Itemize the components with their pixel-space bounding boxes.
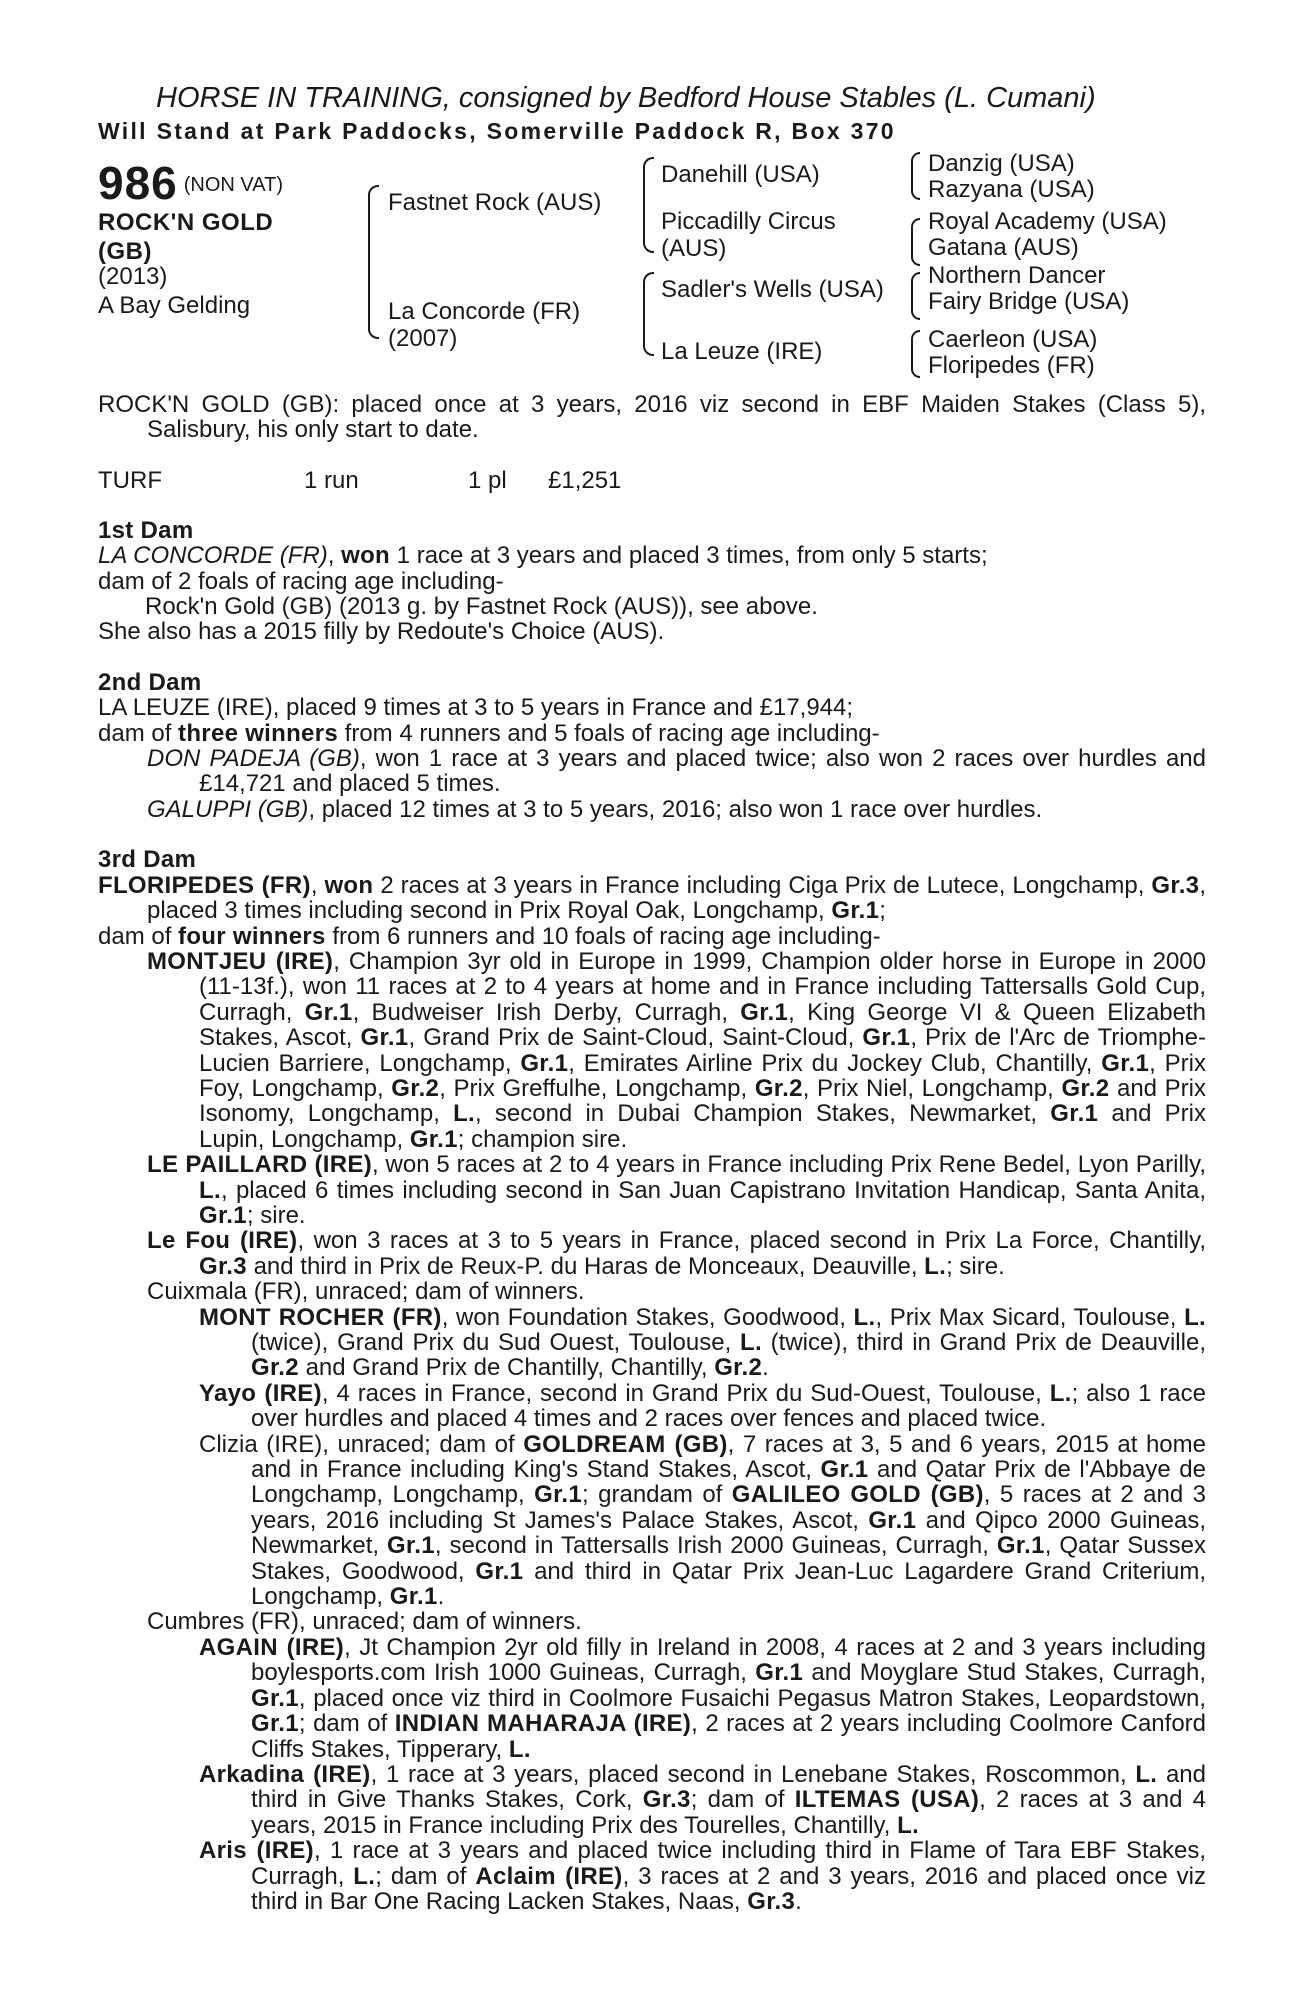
progeny-galuppi <box>98 797 1206 822</box>
second-dam-line: LA LEUZE (IRE), placed 9 times at 3 to 5 years in France and £17,944; <box>98 694 854 722</box>
pedigree-sire-dam-line2: (AUS) <box>661 235 727 262</box>
progeny-name: Aclaim (IRE) <box>475 1862 623 1890</box>
progeny-le-paillard <box>98 1152 1206 1228</box>
record-earnings: £1,251 <box>548 466 622 494</box>
first-dam-also: She also has a 2015 filly by Redoute's Choice (AUS). <box>98 618 665 646</box>
grade: L. <box>199 1176 221 1204</box>
progeny-name: Arkadina (IRE) <box>199 1760 371 1788</box>
text-fragment: dam of <box>98 922 179 950</box>
progeny-text: (twice), third in Grand Prix de Deauville, <box>761 1329 1206 1356</box>
progeny-text: , Jt Champion 2yr old filly in Ireland in 2008, 4 races at 2 and 3 years including boylesports.com Irish 1000 Guineas, Curragh, <box>251 1633 1206 1687</box>
progeny-name: Yayo (IRE) <box>199 1379 322 1407</box>
pedigree-dam-year: (2007) <box>388 325 458 352</box>
progeny-clizia <box>98 1432 1206 1610</box>
progeny-text: , 2 races at 2 years including Coolmore Canford Cliffs Stakes, Tipperary, <box>251 1710 1207 1763</box>
progeny-text: ; dam of <box>690 1786 795 1814</box>
progeny-text: ; grandam of <box>582 1481 732 1509</box>
pedigree-sire-sire: Danehill (USA) <box>661 161 820 188</box>
grade: L. <box>740 1329 762 1356</box>
race-record <box>98 468 1206 493</box>
pedigree-brace-gen1 <box>368 185 379 339</box>
grade: Gr.2 <box>1061 1074 1110 1102</box>
pedigree-dam-sire: Sadler's Wells (USA) <box>661 276 884 303</box>
progeny-text: ; dam of <box>298 1710 395 1738</box>
progeny-montjeu <box>98 949 1206 1152</box>
pedigree-sire-dam <box>661 208 836 262</box>
grade: Gr.3 <box>199 1252 247 1280</box>
third-dam-line: FLORIPEDES (FR), won 2 races at 3 years in France including Ciga Prix de Lutece, Longchamp, Gr.3, placed 3 times including second in Prix Royal Oak, Longchamp, Gr.1; <box>98 871 1206 925</box>
pedigree-brace-g1 <box>911 152 920 200</box>
grade: L. <box>453 1100 476 1128</box>
horse-details <box>98 262 250 320</box>
winners-count: four winners <box>178 922 326 950</box>
first-dam-heading: 1st Dam <box>98 516 194 544</box>
progeny-text: and Grand Prix de Chantilly, Chantilly, <box>298 1354 715 1382</box>
grade: Gr.1 <box>520 1049 569 1077</box>
progeny-again <box>98 1635 1206 1762</box>
grade: L. <box>508 1735 531 1763</box>
third-dam-foals <box>98 924 1206 949</box>
progeny-text: , won 1 race at 3 years and placed twice; also won 2 races over hurdles and £14,721 and placed 5 times. <box>199 745 1206 798</box>
grade: Gr.3 <box>1151 871 1200 899</box>
progeny-text: and Qatar Prix de l'Abbaye de Longchamp, Longchamp, <box>251 1456 1206 1509</box>
record-runs: 1 run <box>304 466 359 494</box>
progeny-text: , won Foundation Stakes, Goodwood, <box>441 1303 854 1331</box>
progeny-text: , placed 6 times including second in San Juan Capistrano Invitation Handicap, Santa Anita, <box>220 1176 1206 1204</box>
pedigree-g1: Danzig (USA) <box>928 150 1075 177</box>
progeny-don-padeja <box>98 746 1206 797</box>
progeny-text: and third in Give Thanks Stakes, Cork, <box>251 1760 1206 1814</box>
text-fragment: ; <box>879 897 886 925</box>
progeny-text: , King George VI & Queen Elizabeth Stakes, Ascot, <box>199 998 1207 1052</box>
progeny-text: ; sire. <box>946 1252 1005 1280</box>
progeny-text: , 4 races in France, second in Grand Prix du Sud-Ouest, Toulouse, <box>321 1379 1050 1407</box>
progeny-text: and Moyglare Stud Stakes, Curragh, <box>803 1659 1207 1687</box>
first-dam-progeny: Rock'n Gold (GB) (2013 g. by Fastnet Rock (AUS)), see above. <box>145 593 818 621</box>
first-dam-line: LA CONCORDE (FR), won 1 race at 3 years and placed 3 times, from only 5 starts; <box>98 542 988 570</box>
grade: Gr.1 <box>251 1684 299 1712</box>
horse-name <box>98 208 273 266</box>
pedigree-brace-g4 <box>911 330 920 378</box>
grade: L. <box>1184 1303 1206 1331</box>
progeny-text: , second in Tattersalls Irish 2000 Guineas, Curragh, <box>434 1532 997 1560</box>
text-fragment: , placed 3 times including second in Prix Royal Oak, Longchamp, <box>147 871 1206 925</box>
progeny-name: GALILEO GOLD (GB) <box>731 1481 984 1509</box>
first-dam-name: LA CONCORDE (FR) <box>98 542 328 570</box>
lot-body <box>98 392 1206 1914</box>
progeny-text: ; champion sire. <box>457 1125 628 1153</box>
progeny-text: and Prix Lupin, Longchamp, <box>199 1100 1206 1153</box>
grade: Gr.1 <box>1101 1049 1150 1077</box>
grade: L. <box>924 1252 947 1280</box>
progeny-text: and third in Prix de Reux-P. du Haras de Monceaux, Deauville, <box>246 1252 925 1280</box>
progeny-text: , second in Dubai Champion Stakes, Newmarket, <box>475 1100 1051 1128</box>
horse-description: A Bay Gelding <box>98 292 251 319</box>
grade: L. <box>853 1303 876 1331</box>
performance-summary: ROCK'N GOLD (GB): placed once at 3 years, 2016 viz second in EBF Maiden Stakes (Class 5), Salisbury, his only start to date. <box>98 391 1206 444</box>
pedigree-sire: Fastnet Rock (AUS) <box>388 189 602 216</box>
progeny-yayo <box>98 1381 1206 1432</box>
progeny-text: and Qipco 2000 Guineas, Newmarket, <box>251 1506 1206 1560</box>
text-fragment: from 4 runners and 5 foals of racing age including- <box>338 719 880 747</box>
grade: Gr.1 <box>820 1456 869 1484</box>
progeny-name: DON PADEJA (GB) <box>147 745 360 773</box>
grade: Gr.1 <box>755 1659 804 1687</box>
grade: Gr.1 <box>475 1557 524 1585</box>
grade: Gr.1 <box>1050 1100 1099 1128</box>
record-placed: 1 pl <box>468 466 507 494</box>
lot-number <box>98 156 283 210</box>
grade: Gr.1 <box>409 1125 458 1153</box>
pedigree-g3: Royal Academy (USA) <box>928 208 1167 235</box>
second-dam-foals <box>98 721 1206 746</box>
progeny-name: Aris (IRE) <box>199 1837 314 1865</box>
progeny-name: MONT ROCHER (FR) <box>199 1303 442 1331</box>
grade: Gr.1 <box>534 1481 583 1509</box>
text-fragment: dam of <box>98 719 179 747</box>
progeny-text: , placed 12 times at 3 to 5 years, 2016; also won 1 race over hurdles. <box>308 795 1043 823</box>
grade: Gr.2 <box>251 1354 299 1382</box>
horse-name-line1: ROCK'N GOLD <box>98 209 274 236</box>
progeny-text: , Budweiser Irish Derby, Curragh, <box>352 998 741 1026</box>
pedigree-brace-dam <box>643 272 654 356</box>
pedigree-g5: Northern Dancer <box>928 262 1106 289</box>
grade: Gr.1 <box>304 998 353 1026</box>
progeny-cumbres: Cumbres (FR), unraced; dam of winners. <box>147 1608 582 1636</box>
third-dam-heading: 3rd Dam <box>98 846 197 874</box>
progeny-text: , 5 races at 2 and 3 years, 2016 including St James's Palace Stakes, Ascot, <box>251 1481 1206 1534</box>
progeny-text: , 1 race at 3 years, placed second in Lenebane Stakes, Roscommon, <box>370 1760 1136 1788</box>
progeny-text: , 1 race at 3 years and placed twice including third in Flame of Tara EBF Stakes, Curragh, <box>251 1837 1206 1890</box>
pedigree-dam-name: La Concorde (FR) <box>388 298 581 325</box>
progeny-text: , won 5 races at 2 to 4 years in France including Prix Rene Bedel, Lyon Parilly, <box>372 1151 1207 1179</box>
grade: Gr.1 <box>868 1506 917 1534</box>
first-dam-text: 1 race at 3 years and placed 3 times, from only 5 starts; <box>390 542 988 570</box>
pedigree-g4: Gatana (AUS) <box>928 234 1079 261</box>
progeny-text: and third in Qatar Prix Jean-Luc Lagardere Grand Criterium, Longchamp, <box>251 1557 1206 1611</box>
progeny-text: . <box>762 1354 769 1382</box>
first-dam-won: won <box>341 542 391 570</box>
grade: Gr.1 <box>389 1583 438 1611</box>
progeny-text: ; dam of <box>375 1862 476 1890</box>
progeny-name: GALUPPI (GB) <box>147 795 309 823</box>
progeny-mont-rocher <box>98 1305 1206 1381</box>
third-dam-won: won <box>324 871 374 899</box>
pedigree-dam-dam: La Leuze (IRE) <box>661 338 823 365</box>
progeny-text: (twice), Grand Prix du Sud Ouest, Toulouse, <box>251 1329 740 1356</box>
grade: Gr.2 <box>754 1074 803 1102</box>
pedigree-sire-dam-line1: Piccadilly Circus <box>661 208 836 235</box>
grade: Gr.2 <box>391 1074 440 1102</box>
progeny-text: , Prix Niel, Longchamp, <box>802 1074 1062 1102</box>
progeny-le-fou <box>98 1228 1206 1279</box>
grade: Gr.1 <box>862 1024 911 1052</box>
progeny-text: , won 3 races at 3 to 5 years in France, placed second in Prix La Force, Chantilly, <box>297 1227 1207 1255</box>
progeny-name: LE PAILLARD (IRE) <box>147 1151 373 1179</box>
record-surface: TURF <box>98 466 162 494</box>
progeny-name: Le Fou (IRE) <box>147 1227 298 1255</box>
progeny-text: ; sire. <box>246 1201 306 1229</box>
progeny-text: , Emirates Airline Prix du Jockey Club, Chantilly, <box>568 1049 1102 1077</box>
grade: L. <box>353 1862 376 1890</box>
grade: Gr.1 <box>996 1532 1045 1560</box>
pedigree-g8: Floripedes (FR) <box>928 352 1095 379</box>
progeny-text: Clizia (IRE), unraced; dam of <box>199 1430 524 1458</box>
progeny-text: , Prix Foy, Longchamp, <box>199 1049 1206 1102</box>
horse-name-line2: (GB) <box>98 238 152 265</box>
grade: Gr.1 <box>740 998 789 1026</box>
progeny-name: GOLDREAM (GB) <box>523 1430 728 1458</box>
progeny-text: ; also 1 race over hurdles and placed 4 times and 2 races over fences and placed twice. <box>251 1379 1207 1433</box>
grade: Gr.1 <box>199 1201 247 1229</box>
grade: Gr.3 <box>642 1786 691 1814</box>
progeny-name: AGAIN (IRE) <box>199 1633 345 1661</box>
progeny-name: ILTEMAS (USA) <box>794 1786 980 1814</box>
foaling-year: (2013) <box>98 263 168 290</box>
pedigree-dam <box>388 298 580 352</box>
progeny-cuixmala: Cuixmala (FR), unraced; dam of winners. <box>147 1278 585 1306</box>
text-fragment: 2 races at 3 years in France including Ciga Prix de Lutece, Longchamp, <box>373 871 1152 899</box>
consignment-header: HORSE IN TRAINING, consigned by Bedford House Stables (L. Cumani) <box>156 82 1096 114</box>
progeny-aris <box>98 1838 1206 1914</box>
pedigree-brace-g2 <box>911 218 920 266</box>
grade: Gr.1 <box>831 897 880 925</box>
grade: Gr.1 <box>360 1024 409 1052</box>
second-dam-heading: 2nd Dam <box>98 668 202 696</box>
progeny-text: , Champion 3yr old in Europe in 1999, Champion older horse in Europe in 2000 (11-13f.), won 11 races at 2 to 4 years at home and in France including Tattersalls Gold Cup, Curragh, <box>199 947 1207 1026</box>
progeny-text: , placed once viz third in Coolmore Fusaichi Pegasus Matron Stakes, Leopardstown, <box>298 1684 1206 1712</box>
winners-count: three winners <box>178 719 338 747</box>
grade: L. <box>1135 1760 1158 1788</box>
first-dam-foals: dam of 2 foals of racing age including- <box>98 567 504 595</box>
grade: Gr.1 <box>251 1710 299 1738</box>
progeny-text: and Prix Isonomy, Longchamp, <box>199 1074 1207 1128</box>
progeny-name: MONTJEU (IRE) <box>147 947 334 975</box>
progeny-text: , Prix de l'Arc de Triomphe-Lucien Barriere, Longchamp, <box>199 1024 1206 1077</box>
progeny-text: , Qatar Sussex Stakes, Goodwood, <box>251 1532 1206 1585</box>
pedigree-brace-sire <box>643 157 654 253</box>
pedigree-brace-g3 <box>911 272 920 320</box>
text-fragment: from 6 runners and 10 foals of racing age including- <box>325 922 881 950</box>
progeny-name: INDIAN MAHARAJA (IRE) <box>394 1710 692 1738</box>
progeny-text: , 3 races at 2 and 3 years, 2016 and placed once viz third in Bar One Racing Lacken Stakes, Naas, <box>251 1862 1206 1915</box>
progeny-arkadina <box>98 1762 1206 1838</box>
pedigree-g2: Razyana (USA) <box>928 176 1095 203</box>
progeny-text: . <box>795 1887 802 1915</box>
grade: Gr.1 <box>386 1532 435 1560</box>
third-dam-name: FLORIPEDES (FR) <box>98 871 311 899</box>
progeny-text: , Grand Prix de Saint-Cloud, Saint-Cloud, <box>408 1024 863 1052</box>
location-header: Will Stand at Park Paddocks, Somerville Paddock R, Box 370 <box>98 118 896 144</box>
progeny-text: , Prix Max Sicard, Toulouse, <box>875 1303 1185 1331</box>
progeny-text: , Prix Greffulhe, Longchamp, <box>439 1074 755 1102</box>
progeny-text: , 2 races at 3 and 4 years, 2015 in France including Prix des Tourelles, Chantilly, <box>251 1786 1206 1839</box>
grade: L. <box>897 1811 920 1839</box>
grade: Gr.2 <box>714 1354 763 1382</box>
vat-status: (NON VAT) <box>183 174 283 196</box>
pedigree-g6: Fairy Bridge (USA) <box>928 288 1130 315</box>
grade: Gr.3 <box>747 1887 796 1915</box>
pedigree-g7: Caerleon (USA) <box>928 326 1098 353</box>
lot-number-value: 986 <box>98 157 178 209</box>
grade: L. <box>1049 1379 1072 1407</box>
progeny-text: , 7 races at 3, 5 and 6 years, 2015 at home and in France including King's Stand Stakes, Ascot, <box>251 1430 1206 1484</box>
progeny-text: . <box>437 1583 445 1611</box>
